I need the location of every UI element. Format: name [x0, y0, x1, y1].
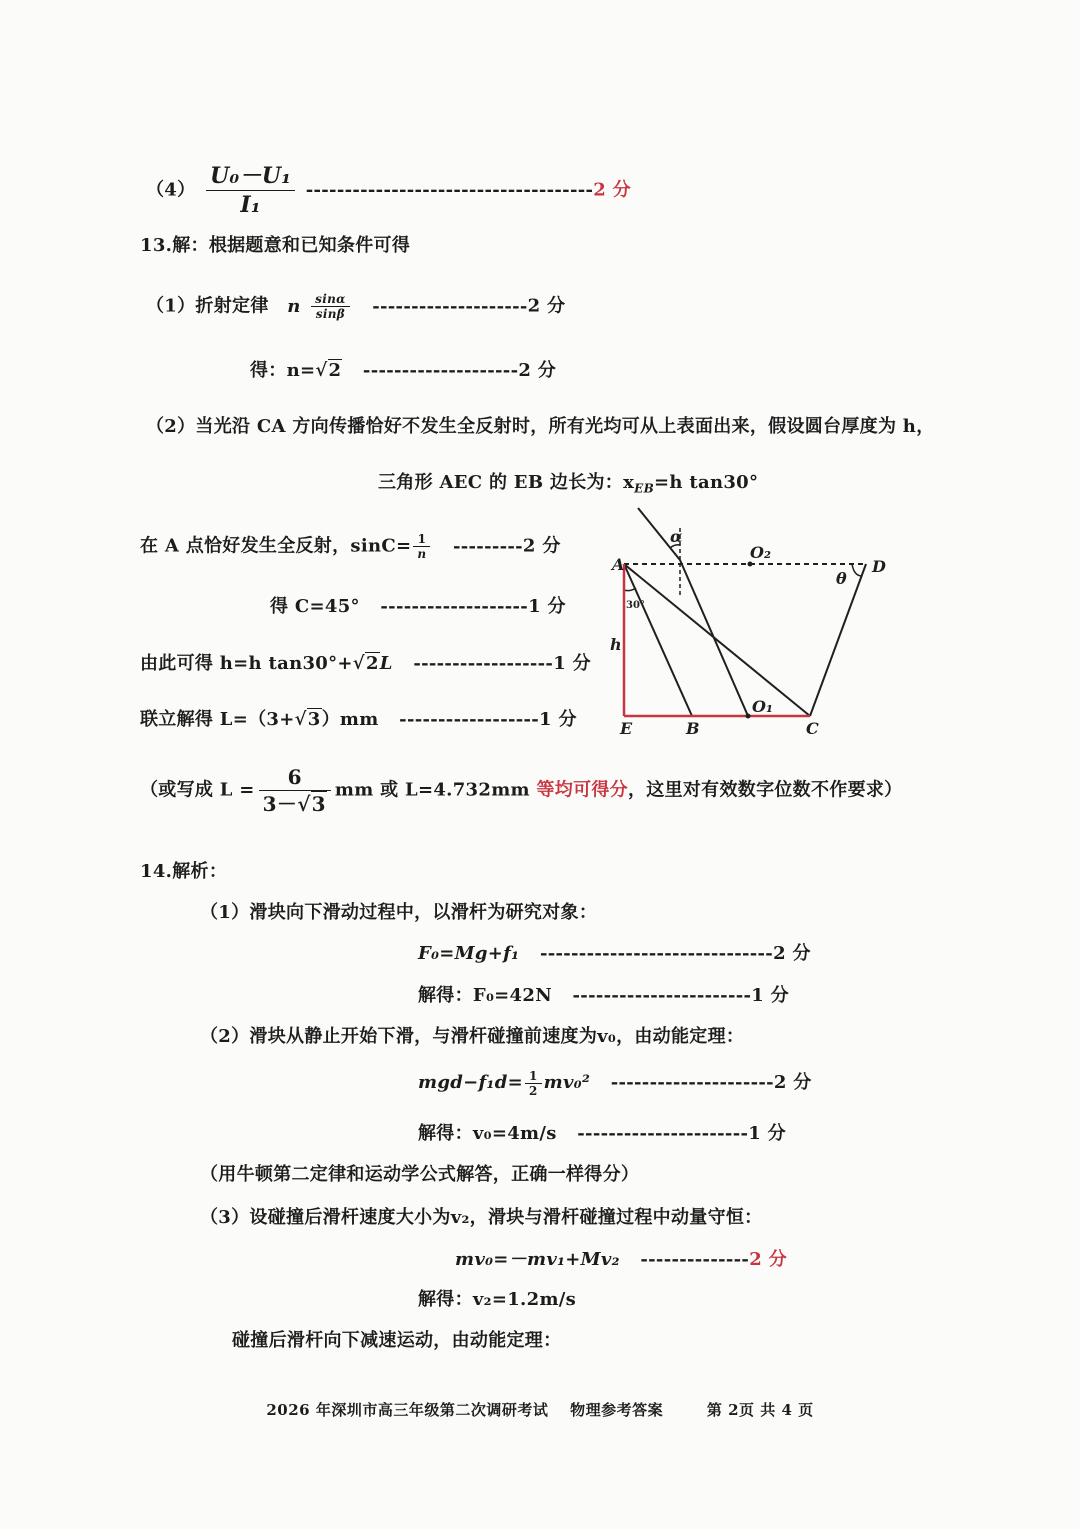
- label-h: h: [610, 635, 622, 654]
- q13-part2-h-root: 2: [365, 653, 379, 674]
- q13-part2-triangle-tail: =h tan30°: [654, 472, 759, 493]
- label-O2: O₂: [750, 543, 771, 562]
- label-theta: θ: [836, 569, 847, 588]
- q13-part1-label: （1）折射定律: [146, 295, 269, 317]
- q14-eq1-result-text: 解得：F₀=42N: [418, 985, 552, 1006]
- q13-part1-result-dashes: --------------------: [362, 360, 519, 381]
- q13-part2-L-dashes: ------------------: [399, 709, 540, 730]
- q13-part2-triangle-sub: EB: [634, 481, 655, 496]
- q12-part4-score: 2 分: [593, 179, 631, 201]
- line-AC: [624, 564, 810, 716]
- q14-eq1-result-dashes: -----------------------: [572, 985, 752, 1006]
- q13-part2-alt-fraction: [259, 764, 331, 817]
- q13-part2-L-root: 3: [307, 709, 321, 730]
- label-O1: O₁: [752, 697, 773, 716]
- q13-part2-alt: [140, 764, 902, 817]
- q13-part2-tir-den: n: [417, 547, 427, 561]
- q13-part2-c: [270, 595, 566, 619]
- label-A: A: [612, 555, 625, 574]
- footer-page: 第 2页 共 4 页: [706, 1401, 814, 1419]
- q12-part4-fraction: [206, 162, 295, 219]
- q13-part1-dashes: --------------------: [372, 295, 528, 317]
- q13-part2-tir-num: 1: [413, 532, 430, 547]
- point-O1: [746, 714, 751, 719]
- q14-eq1-dashes: ------------------------------: [539, 943, 774, 964]
- q13-part2-tir-text: 在 A 点恰好发生全反射，sinC=: [140, 535, 412, 557]
- q13-part2-alt-den-root: 3: [311, 792, 326, 816]
- q14-eq1-text: F₀=Mg+f₁: [418, 943, 520, 964]
- q13-part2-c-text: 得 C=45°: [270, 596, 360, 617]
- q14-part4: 碰撞后滑杆向下减速运动，由动能定理：: [232, 1330, 562, 1351]
- angle-theta-arc: [852, 564, 862, 576]
- q13-part2-alt-post: ，这里对有效数字位数不作要求）: [627, 779, 903, 801]
- q14-eq1-score: 2 分: [773, 943, 811, 964]
- q13-part1-n: n: [287, 295, 301, 317]
- q13-part2-h-text: 由此可得 h=h tan30°+: [140, 653, 353, 674]
- q13-part2-L-tail: ）mm: [321, 709, 379, 730]
- q14-part2: （2）滑块从静止开始下滑，与滑杆碰撞前速度为v₀，由动能定理：: [200, 1026, 745, 1047]
- q12-part4-dashes: -------------------------------------: [305, 179, 594, 201]
- q12-part4: [146, 162, 631, 219]
- q14-note: （用牛顿第二定律和运动学公式解答，正确一样得分）: [200, 1164, 640, 1185]
- q13-part1-result-root: 2: [328, 360, 342, 381]
- point-O2: [748, 562, 753, 567]
- q13-part1-result-text: 得：n=: [250, 360, 316, 381]
- q13-part2-L: 联立解得 L=（3+√3）mm ------------------1 分: [140, 709, 577, 730]
- q14-eq1: [418, 942, 811, 966]
- q12-part4-num: U₀－U₁: [206, 162, 295, 191]
- q13-part2-triangle-text: 三角形 AEC 的 EB 边长为：x: [378, 472, 635, 493]
- q13-part1-num: sinα: [311, 292, 349, 307]
- line-AB: [624, 564, 692, 716]
- q14-eq3-text: mv₀=－mv₁+Mv₂: [455, 1249, 620, 1270]
- q14-eq3-score: 2 分: [749, 1249, 787, 1270]
- q14-eq2: [418, 1068, 812, 1098]
- label-alpha: α: [670, 527, 683, 546]
- q14-header: 14.解析：: [140, 861, 228, 882]
- q13-part2-alt-pre: （或写成 L =: [140, 779, 255, 801]
- q14-eq2-pre: mgd−f₁d=: [418, 1072, 523, 1093]
- q13-part2-L-score: 1 分: [539, 709, 577, 730]
- label-D: D: [872, 557, 886, 576]
- q13-part2-triangle: [378, 471, 758, 501]
- q13-part2-h-tail: L: [379, 653, 393, 674]
- q14-eq2-dashes: ---------------------: [610, 1072, 774, 1093]
- q13-part2-alt-mid: mm 或 L=4.732mm: [334, 779, 530, 801]
- q13-part2-alt-den-a: 3－: [262, 792, 298, 816]
- optics-diagram: [600, 500, 900, 740]
- q13-part2-tir-dashes: ---------: [452, 535, 523, 557]
- q12-part4-label: （4）: [146, 179, 196, 201]
- q13-part1-result: 得：n=√2 --------------------2 分: [250, 360, 557, 381]
- q14-eq3: [455, 1248, 787, 1272]
- q13-part2-c-score: 1 分: [528, 596, 566, 617]
- q13-part2-h: 由此可得 h=h tan30°+√2L ------------------1 分: [140, 653, 591, 674]
- q14-eq2-score: 2 分: [773, 1072, 812, 1093]
- q14-eq2-fraction: [525, 1069, 542, 1098]
- angle-30-arc: [624, 588, 636, 591]
- q13-part2-L-text: 联立解得 L=（3+: [140, 709, 295, 730]
- q13-part2-h-score: 1 分: [553, 653, 591, 674]
- q13-part1-result-score: 2 分: [518, 360, 557, 381]
- q13-header: 13.解：根据题意和已知条件可得: [140, 235, 411, 256]
- q13-part2-tir-fraction: [413, 532, 430, 561]
- q14-part1: （1）滑块向下滑动过程中，以滑杆为研究对象：: [200, 902, 598, 923]
- q13-part1-fraction: [311, 292, 349, 321]
- q13-part2-h-dashes: ------------------: [413, 653, 554, 674]
- q14-eq2-result-dashes: ----------------------: [577, 1123, 749, 1144]
- q12-part4-den: I₁: [240, 192, 261, 218]
- label-C: C: [806, 719, 819, 738]
- q13-part1: [146, 292, 565, 321]
- q14-eq2-num: 1: [525, 1069, 542, 1084]
- q14-eq2-result-text: 解得：v₀=4m/s: [418, 1123, 557, 1144]
- q14-eq2-result-score: 1 分: [748, 1123, 786, 1144]
- label-B: B: [686, 719, 700, 738]
- q14-eq3-dashes: --------------: [640, 1249, 750, 1270]
- q14-eq1-result-score: 1 分: [751, 985, 789, 1006]
- q14-eq3-result: 解得：v₂=1.2m/s: [418, 1289, 577, 1310]
- q13-part2-c-dashes: -------------------: [380, 596, 529, 617]
- page-footer: [0, 1399, 1080, 1420]
- footer-subject: 物理参考答案: [570, 1401, 664, 1419]
- label-E: E: [620, 719, 633, 738]
- q13-part1-score: 2 分: [527, 295, 566, 317]
- footer-exam: 2026 年深圳市高三年级第二次调研考试: [266, 1401, 549, 1419]
- q14-part3: （3）设碰撞后滑杆速度大小为v₂，滑块与滑杆碰撞过程中动量守恒：: [200, 1207, 763, 1228]
- q13-part2-intro: （2）当光沿 CA 方向传播恰好不发生全反射时，所有光均可从上表面出来，假设圆台厚度为 h，: [146, 416, 935, 437]
- q14-eq2-den: 2: [529, 1083, 538, 1098]
- q14-eq1-result: [418, 984, 789, 1008]
- q13-part1-den: sinβ: [315, 307, 346, 321]
- q13-part2-alt-red: 等均可得分: [536, 779, 628, 801]
- label-30: 30°: [626, 600, 645, 611]
- q14-eq2-post: mv₀²: [543, 1072, 591, 1093]
- q13-part2-tir-score: 2 分: [522, 535, 561, 557]
- q13-part2-alt-num: 6: [259, 764, 331, 791]
- q13-part2-tir: [140, 532, 561, 561]
- q13-part2-alt-den: 3－√3: [262, 792, 326, 816]
- q14-eq2-result: [418, 1122, 786, 1146]
